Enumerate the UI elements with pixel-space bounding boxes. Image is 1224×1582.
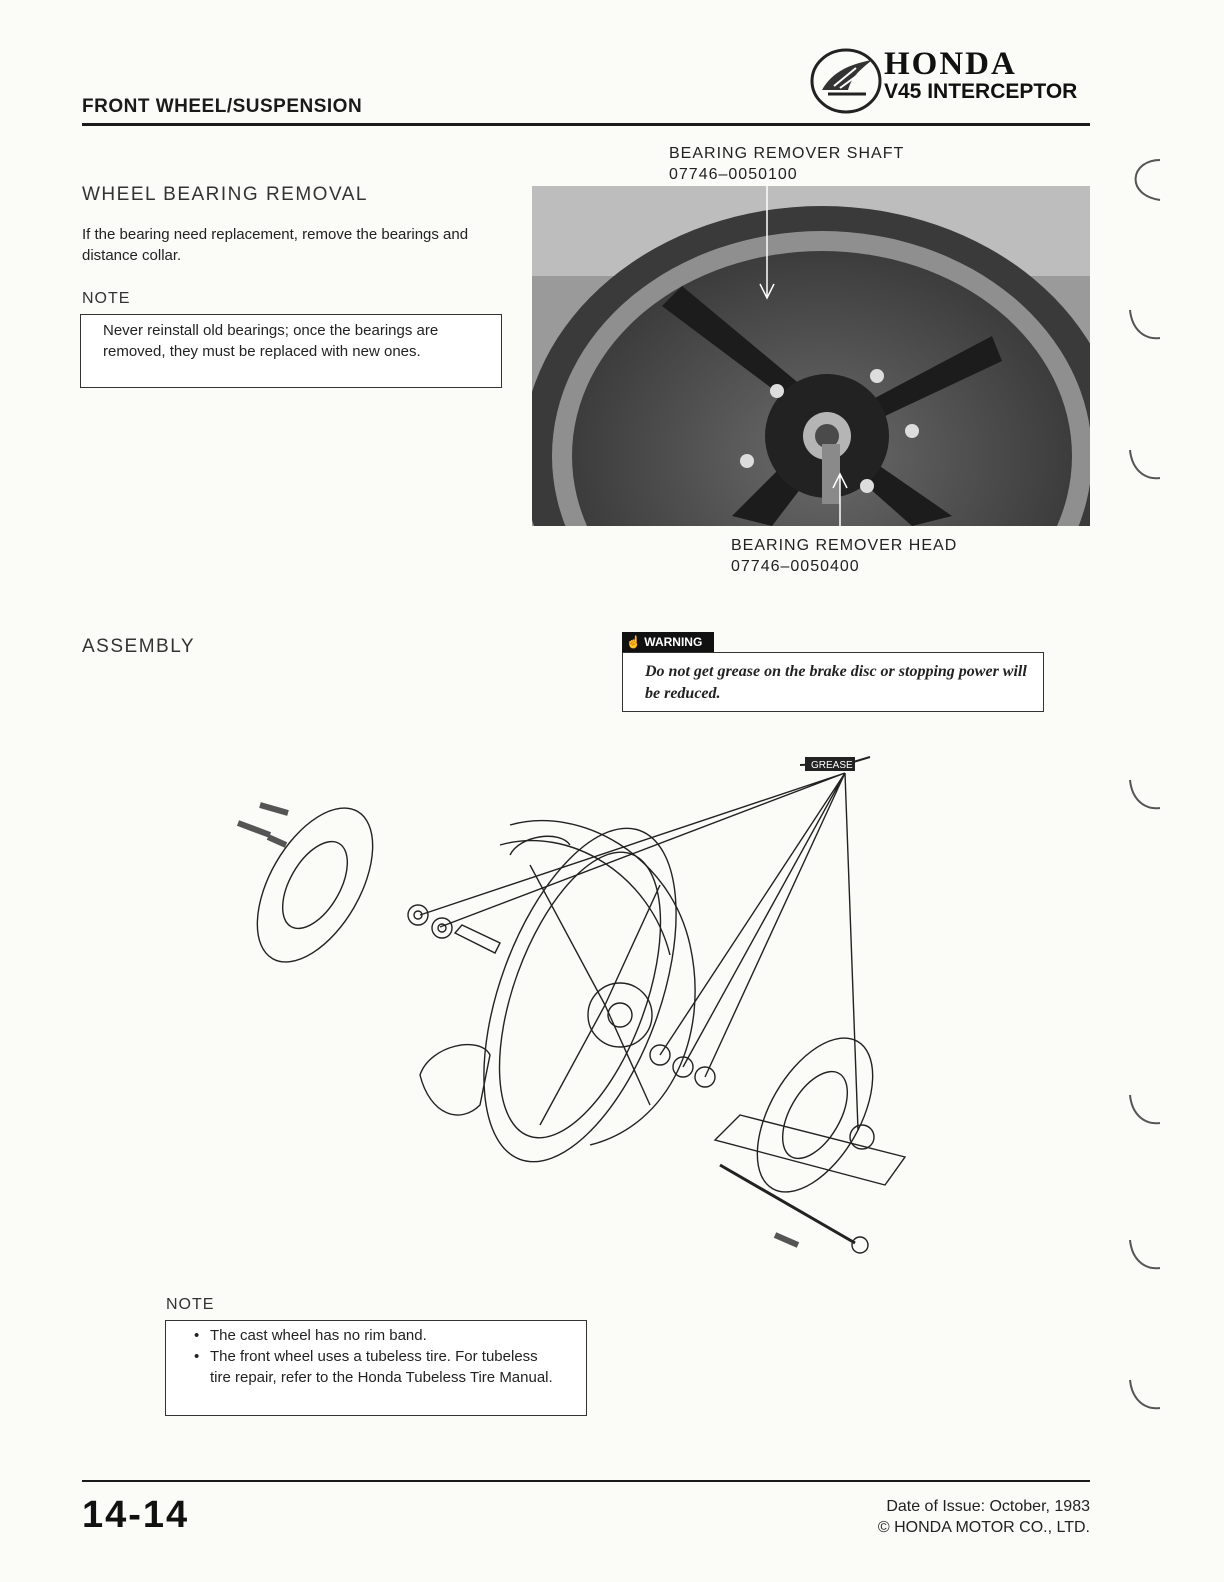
assembly-note-text: The front wheel uses a tubeless tire. For tubeless tire repair, refer to the Honda Tubeless Tire Manual.	[210, 1348, 553, 1386]
copyright: © HONDA MOTOR CO., LTD.	[877, 1519, 1090, 1536]
warning-hand-icon: ☝	[626, 635, 641, 649]
section-title: FRONT WHEEL/SUSPENSION	[82, 96, 363, 117]
warning-box	[622, 652, 1044, 712]
brand-name: HONDA	[884, 46, 1017, 82]
left-brake-disc	[234, 789, 397, 981]
header-rule	[82, 123, 1090, 126]
model-name: V45 INTERCEPTOR	[884, 80, 1078, 103]
warning-tag	[622, 632, 714, 652]
binder-tab-marks	[1120, 140, 1180, 1420]
left-bearing-2	[432, 918, 452, 938]
removal-note-text: Never reinstall old bearings; once the bearings are removed, they must be replaced with new ones.	[103, 322, 439, 360]
warning-text: Do not get grease on the brake disc or stopping power will be reduced.	[645, 663, 1027, 702]
wheel-photo-graphic	[532, 186, 1090, 526]
assembly-note-box	[165, 1320, 587, 1416]
bullet-icon: •	[194, 1327, 200, 1344]
head-label: BEARING REMOVER HEAD	[731, 537, 958, 554]
head-part-number: 07746–0050400	[731, 558, 860, 575]
grease-label: GREASE	[811, 760, 853, 771]
front-axle	[720, 1165, 855, 1243]
assembly-note-label: NOTE	[166, 1296, 215, 1313]
issue-date: Date of Issue: October, 1983	[886, 1498, 1090, 1515]
left-bearing-1	[408, 905, 428, 925]
page-number: 14-14	[82, 1494, 190, 1536]
bullet-icon: •	[194, 1348, 200, 1365]
shaft-part-number: 07746–0050100	[669, 166, 798, 183]
assembly-note-text: The cast wheel has no rim band.	[210, 1327, 427, 1344]
removal-heading: WHEEL BEARING REMOVAL	[82, 184, 368, 205]
wheel-exploded-diagram	[150, 745, 910, 1265]
wheel-bearing-photo	[532, 186, 1090, 526]
head-callout	[731, 535, 957, 577]
assembly-note-item	[190, 1325, 558, 1346]
warning-tag-label: WARNING	[644, 635, 703, 649]
removal-note-box	[80, 314, 502, 388]
shaft-callout	[669, 143, 904, 185]
removal-body: If the bearing need replacement, remove the bearings and distance collar.	[82, 226, 469, 264]
footer-info	[780, 1496, 1090, 1538]
removal-note-label: NOTE	[82, 290, 131, 307]
distance-collar	[455, 925, 500, 953]
assembly-heading: ASSEMBLY	[82, 636, 196, 657]
assembly-note-item	[190, 1346, 558, 1388]
footer-rule	[82, 1480, 1090, 1482]
honda-wing-logo-icon	[808, 46, 884, 116]
wheel-rim	[445, 803, 715, 1187]
assembly-note-list	[190, 1325, 558, 1388]
shaft-label: BEARING REMOVER SHAFT	[669, 145, 905, 162]
